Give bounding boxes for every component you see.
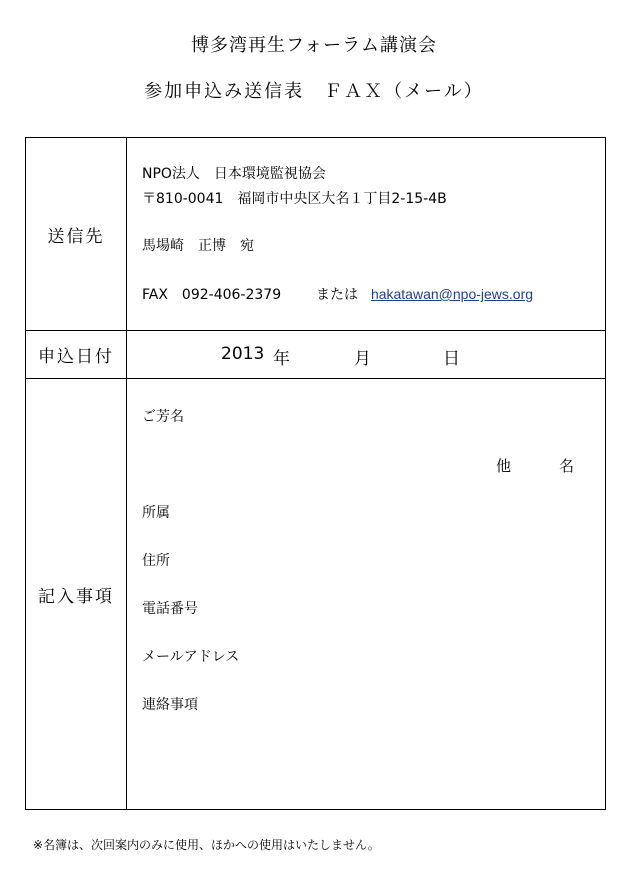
date-label: 申込日付	[26, 331, 127, 378]
address-field-label: 住所	[142, 553, 170, 569]
recipient-name: 馬場崎 正博 宛	[142, 238, 254, 254]
date-content	[127, 331, 605, 378]
email-field-label: メールアドレス	[142, 649, 240, 665]
organization-address: 〒810-0041 福岡市中央区大名１丁目2-15-4B	[142, 191, 447, 207]
destination-label: 送信先	[26, 138, 127, 330]
organization-name: NPO法人 日本環境監視協会	[142, 166, 326, 182]
entry-content	[127, 379, 605, 810]
notes-field-label: 連絡事項	[142, 697, 198, 713]
date-row	[26, 331, 605, 379]
document-title: 博多湾再生フォーラム講演会	[191, 35, 437, 56]
application-form-table	[25, 137, 606, 810]
fax-number: FAX 092-406-2379	[142, 287, 282, 303]
year-unit: 年	[273, 349, 290, 369]
name-field-label: ご芳名	[142, 409, 184, 425]
others-label-second: 名	[559, 457, 575, 475]
entry-row	[26, 379, 605, 810]
month-unit: 月	[354, 349, 371, 369]
email-link[interactable]: hakatawan@npo-jews.org	[370, 286, 534, 302]
destination-row	[26, 138, 605, 331]
document-subtitle: 参加申込み送信表 ＦＡＸ（メール）	[144, 81, 484, 102]
day-unit: 日	[443, 349, 460, 369]
affiliation-field-label: 所属	[142, 505, 170, 521]
entry-label: 記入事項	[26, 379, 127, 810]
date-year: 2013	[221, 344, 265, 364]
others-label-first: 他	[496, 457, 512, 475]
privacy-footnote: ※名簿は、次回案内のみに使用、ほかへの使用はいたしません。	[33, 838, 380, 852]
or-text: または	[316, 287, 359, 303]
destination-content	[127, 138, 605, 330]
phone-field-label: 電話番号	[142, 601, 198, 617]
contact-line	[142, 284, 533, 304]
